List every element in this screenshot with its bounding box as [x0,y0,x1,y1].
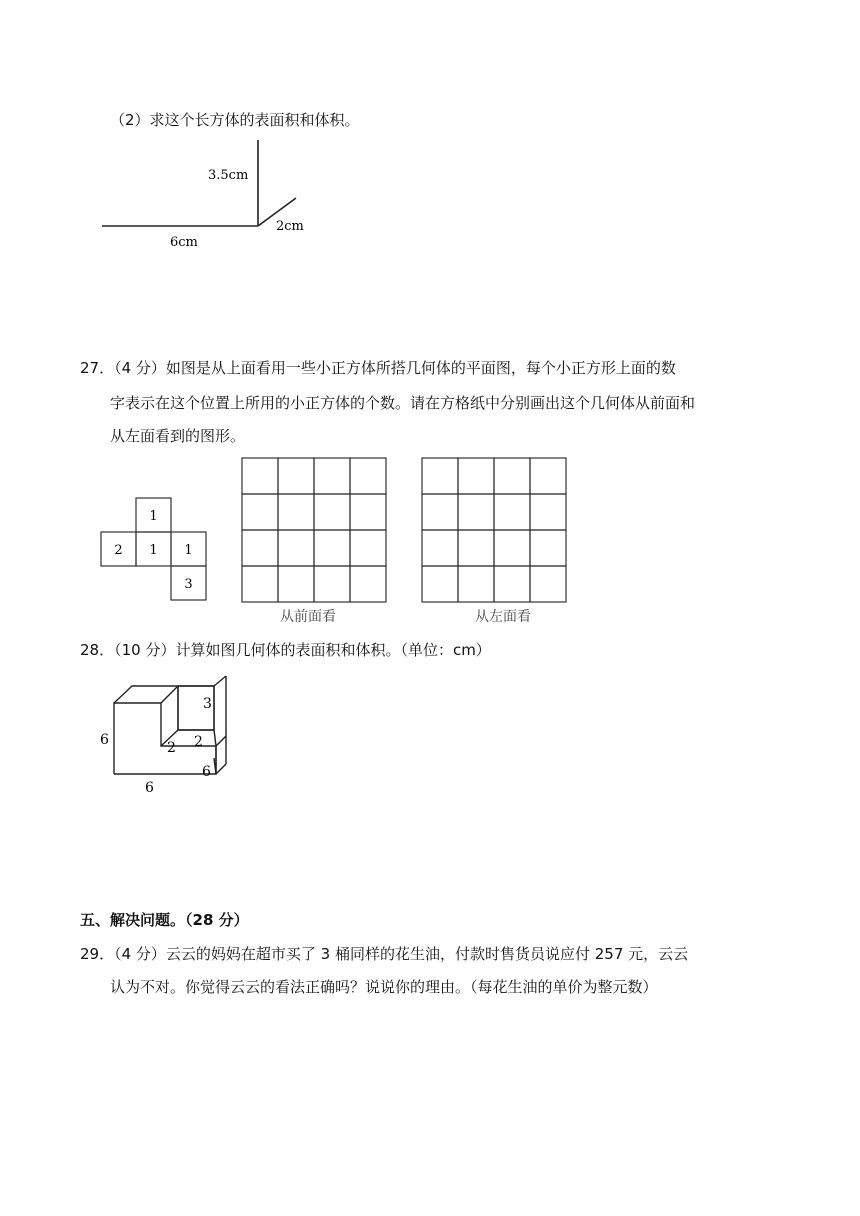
grid-cell[interactable] [530,566,566,602]
grid-cell[interactable] [350,566,386,602]
question-28: 28．（10 分）计算如图几何体的表面积和体积。（单位：cm） [80,641,491,659]
grid-cell[interactable] [494,566,530,602]
width-label: 2cm [276,219,304,234]
grid-cell[interactable] [314,494,350,530]
dim-left: 6 [100,732,109,748]
question-26-part2: （2）求这个长方体的表面积和体积。 [110,111,360,129]
grid-cell[interactable] [530,530,566,566]
grid-cell[interactable] [458,566,494,602]
top-view-number: 2 [114,543,123,558]
top-back-edges [114,686,214,730]
grid-cell[interactable] [530,494,566,530]
dim-depth: 6 [202,764,211,780]
grid-cell[interactable] [242,458,278,494]
grid-cell[interactable] [314,458,350,494]
left-view-grid[interactable] [420,456,568,604]
grid-cell[interactable] [314,566,350,602]
top-view-number: 1 [184,543,193,558]
dim-notch-width: 2 [167,740,176,756]
grid-cell[interactable] [242,530,278,566]
grid-cell[interactable] [458,494,494,530]
question-29-line2: 认为不对。你觉得云云的看法正确吗？说说你的理由。（每花生油的单价为整元数） [110,978,658,996]
front-view-grid[interactable] [240,456,388,604]
grid-cell[interactable] [278,494,314,530]
top-view-figure [100,496,210,606]
grid-cell[interactable] [494,458,530,494]
front-view-label: 从前面看 [280,609,336,625]
grid-cell[interactable] [278,530,314,566]
grid-cell[interactable] [494,494,530,530]
top-view-number: 1 [149,509,158,524]
top-view-number: 3 [184,577,193,592]
grid-cell[interactable] [422,530,458,566]
grid-cell[interactable] [422,566,458,602]
question-27-line2: 字表示在这个位置上所用的小正方体的个数。请在方格纸中分别画出这个几何体从前面和 [110,394,696,412]
grid-cell[interactable] [350,458,386,494]
question-27-line3: 从左面看到的图形。 [110,427,246,445]
grid-cell[interactable] [494,530,530,566]
notched-cube-figure [92,668,232,796]
question-29-line1: 29．（4 分）云云的妈妈在超市买了 3 桶同样的花生油，付款时售货员说应付 257 元，云云 [80,945,689,963]
grid-cell[interactable] [350,494,386,530]
dim-notch-depth: 2 [194,734,203,750]
side-edge [214,730,216,746]
grid-cell[interactable] [314,530,350,566]
grid-cell[interactable] [350,530,386,566]
grid-cell[interactable] [278,566,314,602]
left-view-label: 从左面看 [475,609,531,625]
cuboid-corner-figure [100,138,310,250]
length-label: 6cm [170,235,198,250]
dim-bottom: 6 [145,780,154,796]
grid-cell[interactable] [278,458,314,494]
grid-cell[interactable] [458,458,494,494]
height-label: 3.5cm [208,168,249,183]
dim-notch-height: 3 [203,696,212,712]
grid-cell[interactable] [422,458,458,494]
grid-cell[interactable] [242,566,278,602]
section-5-title: 五、解决问题。（28 分） [80,911,249,929]
grid-cell[interactable] [422,494,458,530]
grid-cell[interactable] [530,458,566,494]
top-view-number: 1 [149,543,158,558]
question-27-line1: 27．（4 分）如图是从上面看用一些小正方体所搭几何体的平面图，每个小正方形上面的数 [80,359,676,377]
grid-cell[interactable] [242,494,278,530]
grid-cell[interactable] [458,530,494,566]
